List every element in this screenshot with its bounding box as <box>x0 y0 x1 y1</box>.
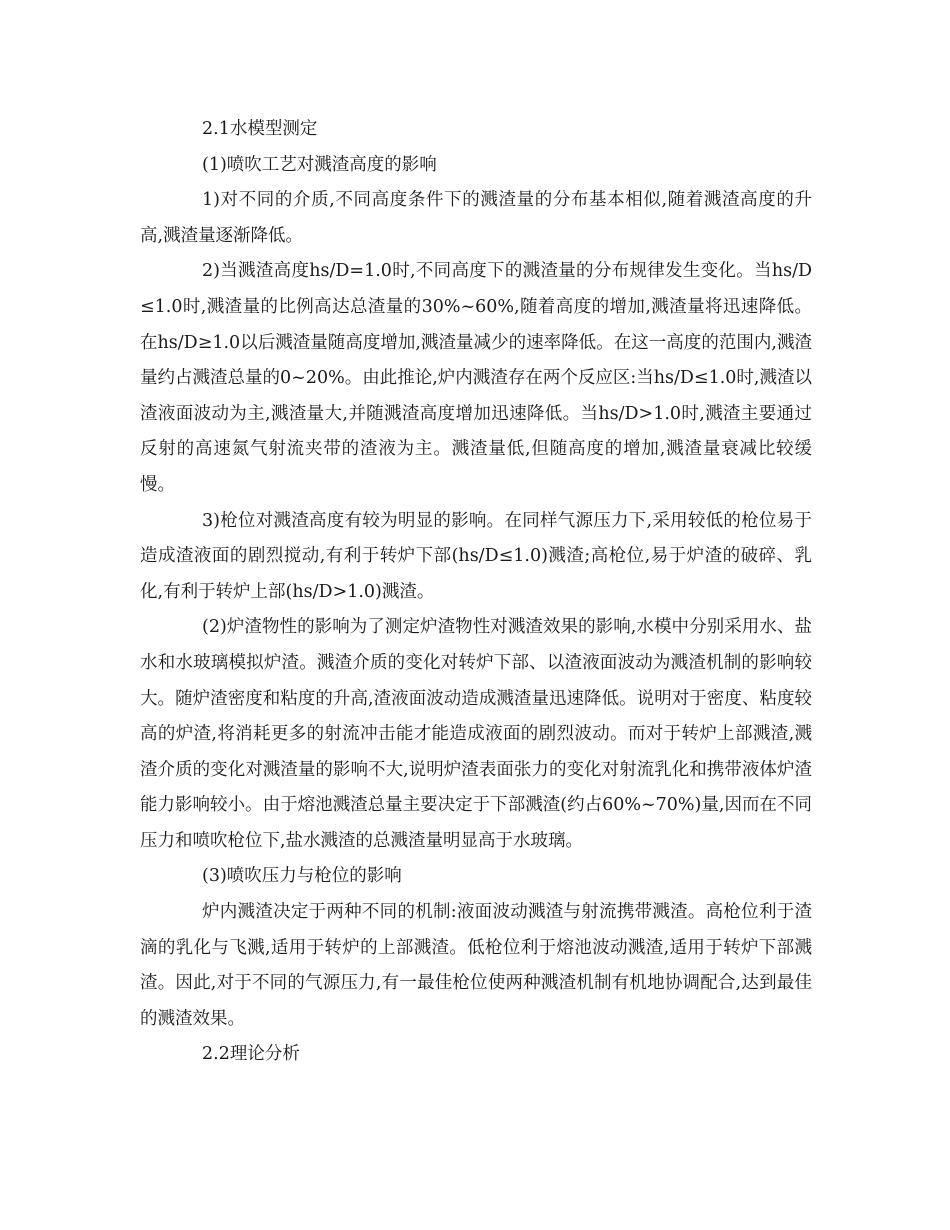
section-heading-2-2: 2.2理论分析 <box>202 1044 300 1065</box>
subsection-heading-1: (1)喷吹工艺对溅渣高度的影响 <box>202 154 437 175</box>
subsection-heading-3: (3)喷吹压力与枪位的影响 <box>202 866 402 887</box>
paragraph-point-2: 2)当溅渣高度hs/D=1.0时,不同高度下的溅渣量的分布规律发生变化。当hs/D≤1.0时,溅渣量的比例高达总渣量的30%~60%,随着高度的增加,溅渣量将迅速降低。在hs/D≥1.0以后溅渣量随高度增加,溅渣量减少的速率降低。在这一高度的范围内,溅渣量约占溅渣总量的0~20%。由此推论,炉内溅渣存在两个反应区:当hs/D≤1.0时,溅渣以渣液面波动为主,溅渣量大,并随溅渣高度增加迅速降低。当hs/D>1.0时,溅渣主要通过反射的高速氮气射流夹带的渣液为主。溅渣量低,但随高度的增加,溅渣量衰减比较缓慢。 <box>140 261 812 495</box>
paragraph-mechanisms: 炉内溅渣决定于两种不同的机制:液面波动溅渣与射流携带溅渣。高枪位利于渣滴的乳化与飞溅,适用于转炉的上部溅渣。低枪位利于熔池波动溅渣,适用于转炉下部溅渣。因此,对于不同的气源压力,有一最佳枪位使两种溅渣机制有机地协调配合,达到最佳的溅渣效果。 <box>140 902 812 1029</box>
paragraph-point-3: 3)枪位对溅渣高度有较为明显的影响。在同样气源压力下,采用较低的枪位易于造成渣液面的剧烈搅动,有利于转炉下部(hs/D≤1.0)溅渣;高枪位,易于炉渣的破碎、乳化,有利于转炉上部(hs/D>1.0)溅渣。 <box>140 510 812 602</box>
document-body <box>140 112 812 1073</box>
paragraph-slag-properties: (2)炉渣物性的影响为了测定炉渣物性对溅渣效果的影响,水模中分别采用水、盐水和水玻璃模拟炉渣。溅渣介质的变化对转炉下部、以渣液面波动为溅渣机制的影响较大。随炉渣密度和粘度的升高,渣液面波动造成溅渣量迅速降低。说明对于密度、粘度较高的炉渣,将消耗更多的射流冲击能才能造成液面的剧烈波动。而对于转炉上部溅渣,溅渣介质的变化对溅渣量的影响不大,说明炉渣表面张力的变化对射流乳化和携带液体炉渣能力影响较小。由于熔池溅渣总量主要决定于下部溅渣(约占60%~70%)量,因而在不同压力和喷吹枪位下,盐水溅渣的总溅渣量明显高于水玻璃。 <box>140 617 812 851</box>
paragraph-point-1: 1)对不同的介质,不同高度条件下的溅渣量的分布基本相似,随着溅渣高度的升高,溅渣量逐渐降低。 <box>140 190 812 246</box>
section-heading-2-1: 2.1水模型测定 <box>202 119 318 139</box>
